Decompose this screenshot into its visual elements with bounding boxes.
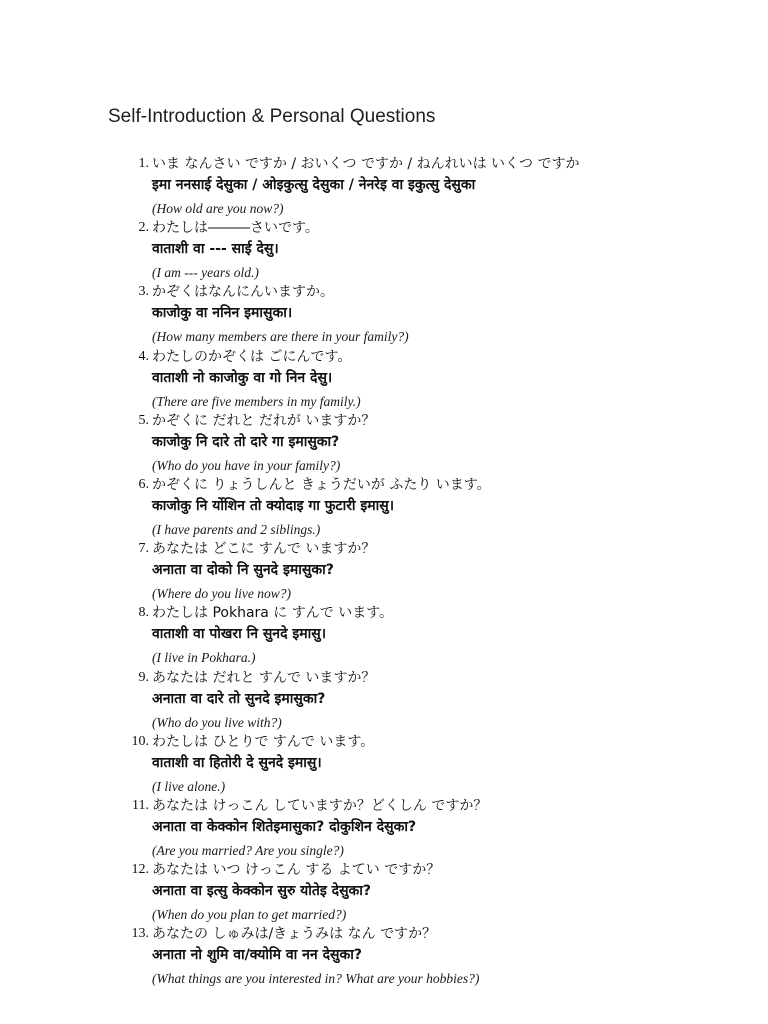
nepali-transliteration: वाताशी नो काजोकु वा गो निन देसु। <box>152 369 333 386</box>
english-translation: (Who do you have in your family?) <box>152 457 341 473</box>
list-item <box>0 218 768 282</box>
item-number: 13. <box>131 926 149 942</box>
japanese-text: わたしのかぞくは ごにんです。 <box>152 348 352 365</box>
item-number: 10. <box>131 733 149 749</box>
english-translation: (There are five members in my family.) <box>152 393 361 409</box>
nepali-transliteration: वाताशी वा हितोरी दे सुनदे इमासु। <box>152 754 322 771</box>
japanese-text: あなたの しゅみは/きょうみは なん ですか？ <box>152 926 437 943</box>
list-item <box>0 539 768 603</box>
nepali-transliteration: अनाता वा इत्सु केक्कोन सुरु योतेइ देसुका? <box>152 883 372 900</box>
list-item <box>0 796 768 860</box>
english-translation: (When do you plan to get married?) <box>152 907 347 923</box>
english-translation: (I live alone.) <box>152 778 226 794</box>
item-number: 8. <box>138 605 149 621</box>
nepali-transliteration: काजोकु वा ननिन इमासुका। <box>152 305 293 322</box>
question-list <box>0 154 768 988</box>
nepali-transliteration: वाताशी वा --- साई देसु। <box>152 241 279 258</box>
item-number: 2. <box>138 220 149 236</box>
item-number: 12. <box>131 862 149 878</box>
list-item <box>0 668 768 732</box>
japanese-text: あなたは だれと すんで いますか？ <box>152 669 376 686</box>
nepali-transliteration: अनाता वा केक्कोन शितेइमासुका? दोकुशिन देसुका? <box>152 818 417 835</box>
english-translation: (Where do you live now?) <box>152 586 291 602</box>
item-number: 4. <box>138 348 149 364</box>
japanese-text: かぞくはなんにんいますか。 <box>152 284 334 301</box>
list-item <box>0 282 768 346</box>
english-translation: (What things are you interested in? What are your hobbies?) <box>152 971 480 987</box>
nepali-transliteration: अनाता नो शुमि वा/क्योमि वा नन देसुका? <box>152 947 362 964</box>
japanese-text: かぞくに りょうしんと きょうだいが ふたり います。 <box>152 476 491 493</box>
japanese-text: いま なんさい ですか / おいくつ ですか / ねんれいは いくつ ですか <box>152 156 580 172</box>
list-item <box>0 603 768 667</box>
list-item <box>0 347 768 411</box>
item-number: 6. <box>138 476 149 492</box>
japanese-text: わたしは―――さいです。 <box>152 220 319 237</box>
list-item <box>0 475 768 539</box>
japanese-text: あなたは どこに すんで いますか？ <box>152 541 376 558</box>
item-number: 9. <box>138 669 149 685</box>
japanese-text: あなたは いつ けっこん する よてい ですか？ <box>152 862 441 879</box>
english-translation: (I have parents and 2 siblings.) <box>152 521 321 537</box>
nepali-transliteration: अनाता वा दोको नि सुनदे इमासुका? <box>152 562 334 579</box>
list-item <box>0 154 768 218</box>
japanese-text: かぞくに だれと だれが いますか？ <box>152 412 376 429</box>
item-number: 11. <box>132 797 149 813</box>
english-translation: (I live in Pokhara.) <box>152 650 256 666</box>
item-number: 5. <box>138 412 149 428</box>
list-item <box>0 411 768 475</box>
english-translation: (I am --- years old.) <box>152 265 259 281</box>
item-number: 7. <box>138 541 149 557</box>
nepali-transliteration: काजोकु नि दारे तो दारे गा इमासुका? <box>152 433 340 450</box>
nepali-transliteration: काजोकु नि र्योशिन तो क्योदाइ गा फुटारी इमासु। <box>152 497 395 514</box>
english-translation: (How old are you now?) <box>152 201 284 216</box>
japanese-text: あなたは けっこん していますか？どくしん ですか？ <box>152 797 488 814</box>
english-translation: (Are you married? Are you single?) <box>152 842 344 858</box>
list-item <box>0 924 768 988</box>
page-title: Self-Introduction & Personal Questions <box>108 106 436 127</box>
nepali-transliteration: वाताशी वा पोखरा नि सुनदे इमासु। <box>152 626 327 643</box>
english-translation: (How many members are there in your family?) <box>152 329 409 345</box>
item-number: 1. <box>138 156 149 171</box>
list-item <box>0 860 768 924</box>
english-translation: (Who do you live with?) <box>152 714 282 730</box>
japanese-text: わたしは Pokhara に すんで います。 <box>152 605 394 622</box>
japanese-text: わたしは ひとりで すんで います。 <box>152 733 375 750</box>
nepali-transliteration: इमा ननसाई देसुका / ओइकुत्सु देसुका / नेनरेइ वा इकुत्सु देसुका <box>152 177 476 193</box>
item-number: 3. <box>138 284 149 300</box>
nepali-transliteration: अनाता वा दारे तो सुनदे इमासुका? <box>152 690 326 707</box>
list-item <box>0 732 768 796</box>
